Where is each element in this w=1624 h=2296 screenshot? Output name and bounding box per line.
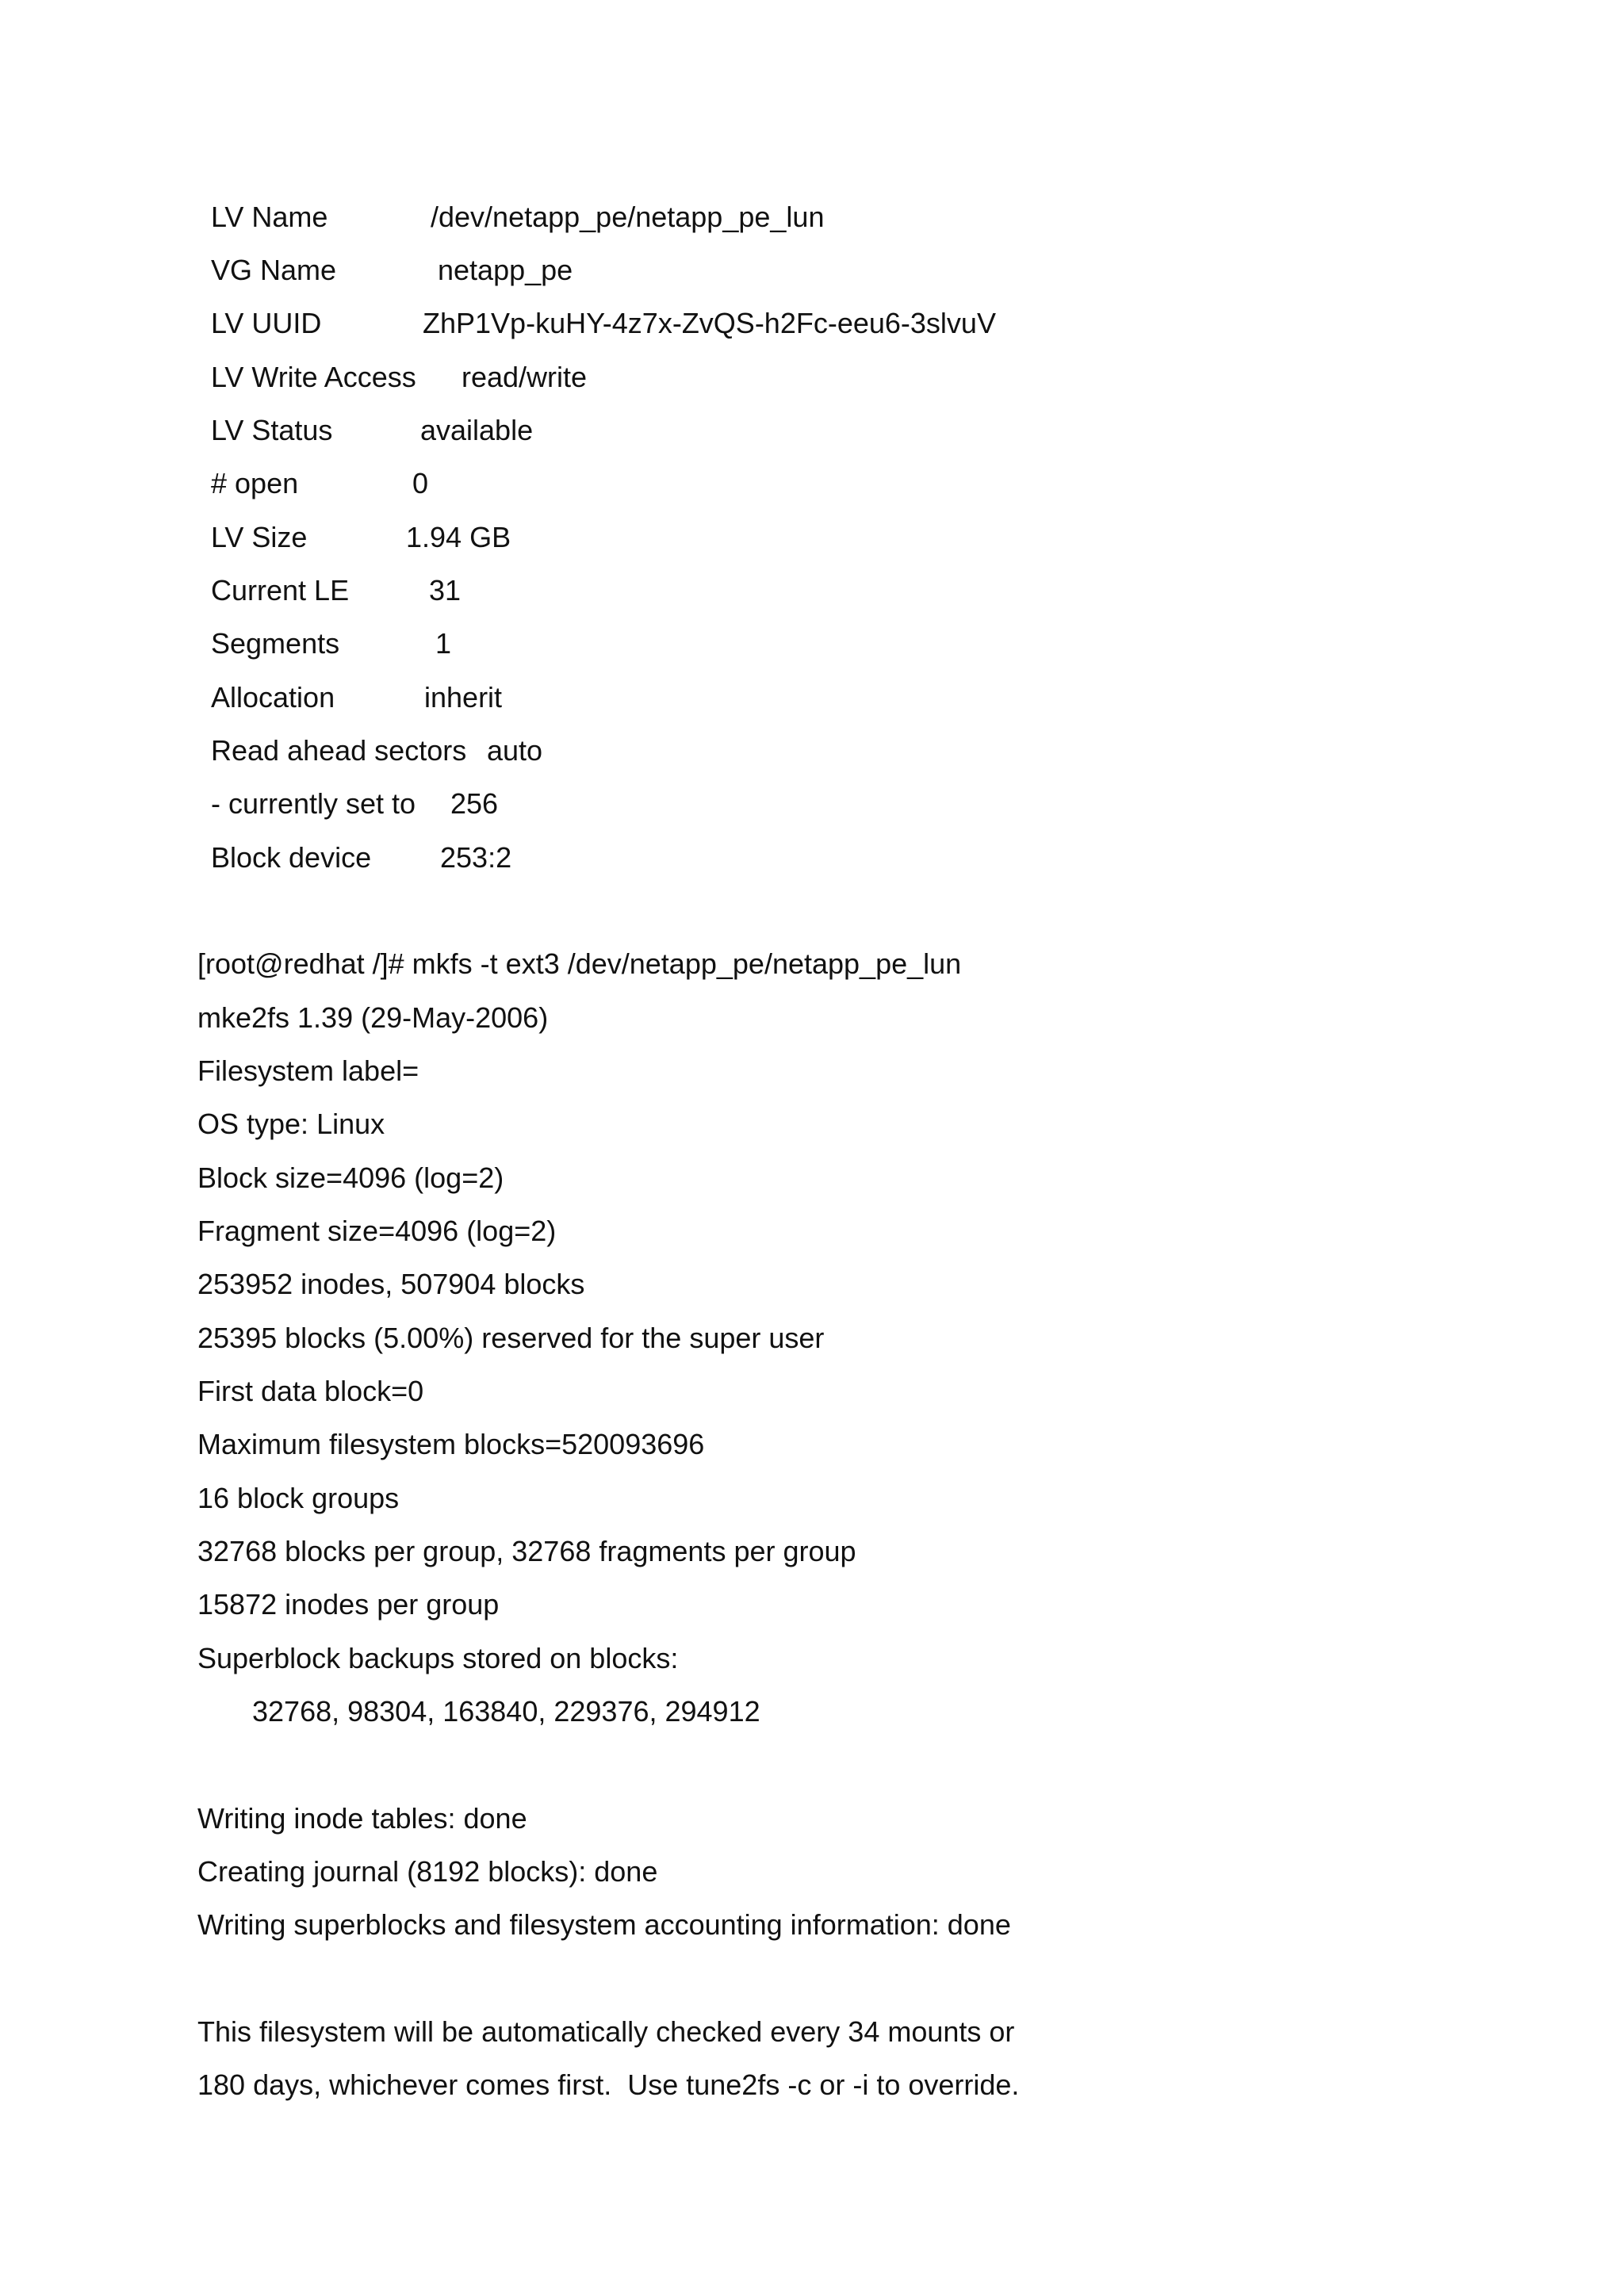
lv-write-access-label: LV Write Access <box>211 361 416 393</box>
currently-set-label: - currently set to <box>211 787 416 820</box>
output-line: OS type: Linux <box>197 1108 385 1140</box>
progress-line: Writing inode tables: done <box>197 1802 527 1835</box>
vg-name-label: VG Name <box>211 254 337 286</box>
progress-line: Writing superblocks and filesystem accounting information: done <box>197 1908 1011 1941</box>
closing-line: This filesystem will be automatically checked every 34 mounts or <box>197 2015 1015 2048</box>
output-line: Filesystem label= <box>197 1054 419 1087</box>
output-line: mke2fs 1.39 (29-May-2006) <box>197 1001 549 1034</box>
output-line: 25395 blocks (5.00%) reserved for the super user <box>197 1322 825 1354</box>
segments-value: 1 <box>435 627 452 660</box>
output-line: 16 block groups <box>197 1482 400 1514</box>
lv-name-value: /dev/netapp_pe/netapp_pe_lun <box>431 201 825 233</box>
output-line: Block size=4096 (log=2) <box>197 1161 504 1194</box>
lv-uuid-value: ZhP1Vp-kuHY-4z7x-ZvQS-h2Fc-eeu6-3slvuV <box>423 307 996 339</box>
read-ahead-label: Read ahead sectors <box>211 734 467 767</box>
lv-uuid-label: LV UUID <box>211 307 322 339</box>
block-device-label: Block device <box>211 841 372 874</box>
segments-label: Segments <box>211 627 340 660</box>
allocation-value: inherit <box>424 681 503 714</box>
read-ahead-value: auto <box>487 734 543 767</box>
lv-size-value: 1.94 GB <box>406 521 511 553</box>
block-device-value: 253:2 <box>440 841 512 874</box>
output-line: Maximum filesystem blocks=520093696 <box>197 1428 705 1460</box>
lv-size-label: LV Size <box>211 521 308 553</box>
vg-name-value: netapp_pe <box>438 254 573 286</box>
current-le-label: Current LE <box>211 574 350 607</box>
open-count-label: # open <box>211 467 299 499</box>
open-count-value: 0 <box>412 467 429 499</box>
output-line: Fragment size=4096 (log=2) <box>197 1215 557 1247</box>
output-line: 253952 inodes, 507904 blocks <box>197 1268 585 1300</box>
output-line: Superblock backups stored on blocks: <box>197 1642 679 1674</box>
closing-line: 180 days, whichever comes first. Use tune2fs -c or -i to override. <box>197 2068 1020 2101</box>
mkfs-command: [root@redhat /]# mkfs -t ext3 /dev/netapp_pe/netapp_pe_lun <box>197 947 962 980</box>
progress-line: Creating journal (8192 blocks): done <box>197 1855 658 1888</box>
allocation-label: Allocation <box>211 681 335 714</box>
lv-status-label: LV Status <box>211 414 333 446</box>
lv-write-access-value: read/write <box>462 361 588 393</box>
currently-set-value: 256 <box>450 787 499 820</box>
lv-status-value: available <box>420 414 534 446</box>
output-line: 32768 blocks per group, 32768 fragments per group <box>197 1535 856 1567</box>
superblock-backup-list: 32768, 98304, 163840, 229376, 294912 <box>252 1695 760 1728</box>
output-line: 15872 inodes per group <box>197 1588 500 1621</box>
lv-name-label: LV Name <box>211 201 328 233</box>
current-le-value: 31 <box>429 574 462 607</box>
output-line: First data block=0 <box>197 1375 424 1407</box>
